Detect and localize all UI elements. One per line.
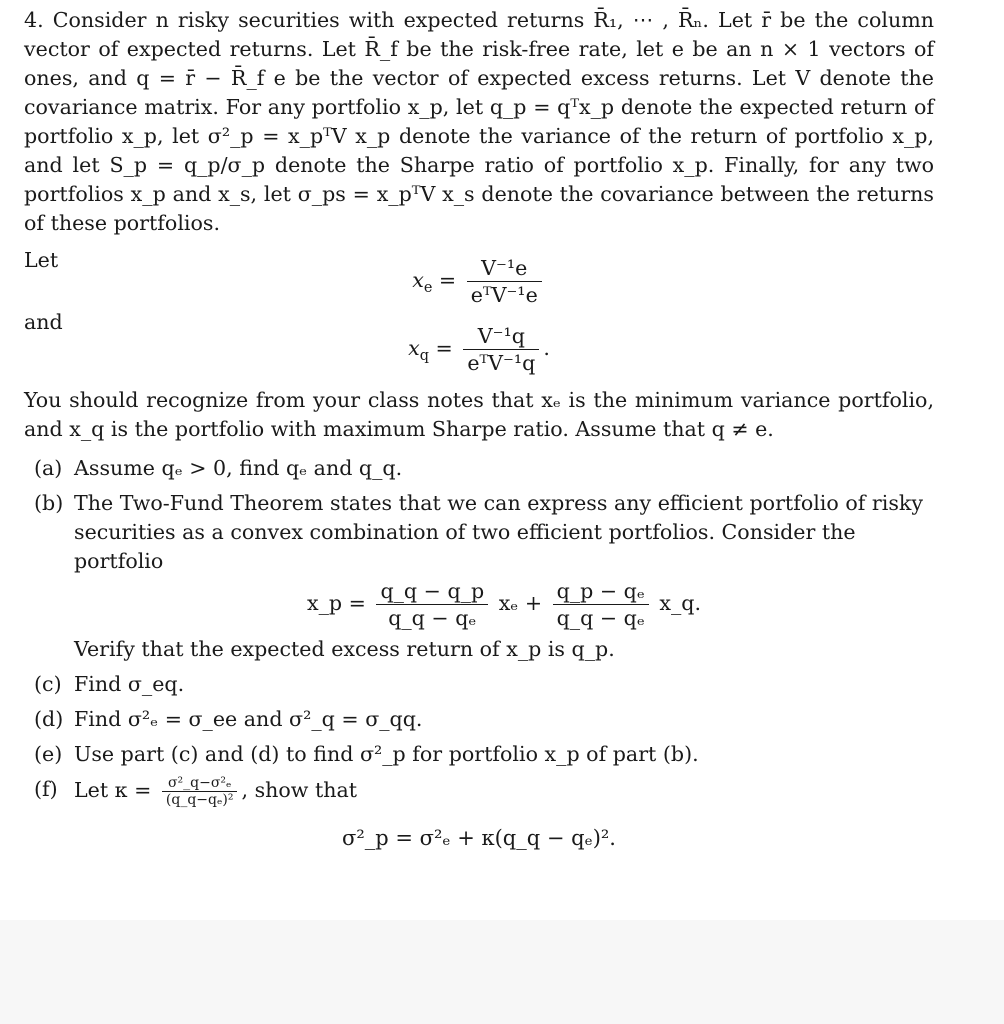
part-b-frac2-num: q_p − qₑ [556, 579, 645, 603]
part-tag: (a) [34, 456, 63, 480]
eq-xq-denominator: eᵀV⁻¹q [463, 349, 539, 376]
recognize-line: You should recognize from your class notes that xₑ is the minimum variance portfolio, [24, 388, 934, 412]
part-d [24, 705, 934, 734]
part-text: Find σ²ₑ = σ_ee and σ²_q = σ_qq. [74, 707, 423, 731]
kappa-denominator: (q_q−qₑ)² [162, 791, 238, 808]
part-b-equation [74, 578, 934, 631]
part-tag: (e) [34, 742, 63, 766]
intro-line: S_p = q_p/σ_p denote the Sharpe ratio of portfolio x_p. Finally, for any two portfolios x_p [24, 153, 935, 206]
eq-xq-numerator: V⁻¹q [477, 324, 525, 348]
part-b-frac1-num: q_q − q_p [380, 579, 485, 603]
part-a [24, 454, 934, 483]
recognize-paragraph [24, 386, 934, 444]
intro-line: Consider n risky securities with expected returns R̄₁, ⋯ , R̄ₙ. Let r̄ be the column [52, 8, 934, 32]
intro-line: and x_s, let σ_ps = x_pᵀV x_s denote the covariance between the returns of these portfolios. [24, 182, 934, 235]
intro-line: ones, and q = r̄ − R̄_f e be the vector of expected excess returns. Let V denote the [24, 66, 934, 90]
part-text: The Two-Fund Theorem states that we can express any efficient portfolio of risky securities as a convex combination of two efficient portfolios. Consider the portfolio [74, 491, 924, 573]
problem-number: 4. [24, 8, 44, 32]
part-c [24, 670, 934, 699]
intro-paragraph [24, 6, 934, 238]
part-b-lhs: x_p = [307, 591, 366, 615]
part-tag: (b) [34, 491, 64, 515]
part-b-frac2 [553, 578, 649, 631]
kappa-fraction [162, 775, 238, 808]
part-text: Find σ_eq. [74, 672, 185, 696]
part-text: Assume qₑ > 0, find qₑ and q_q. [74, 456, 403, 480]
let-label: Let [24, 248, 59, 272]
eq-xq-lhs: x [408, 336, 420, 360]
intro-line: portfolio x_p, let σ²_p = x_pᵀV x_p denote the variance of the return of portfolio x_p, and let [24, 124, 934, 177]
part-b-mid: xₑ + [498, 591, 543, 615]
and-label: and [24, 310, 63, 334]
part-b-frac2-den: q_q − qₑ [553, 604, 649, 631]
part-b-verify: Verify that the expected excess return of x_p is q_p. [74, 637, 615, 661]
eq-xq-fraction [463, 323, 539, 376]
eq-xe-numerator: V⁻¹e [481, 256, 528, 280]
equation-xe: $x_e$ = $\frac{\text{V⁻¹e}}{\text{eᵀV⁻¹e}}$ [24, 255, 934, 308]
parts-list [24, 454, 934, 808]
part-tag: (d) [34, 707, 64, 731]
intro-line: covariance matrix. For any portfolio x_p, let q_p = qᵀx_p denote the expected return of [24, 95, 934, 119]
eq-xq-lhs-sub: q [419, 348, 429, 365]
part-b-frac1 [376, 578, 488, 631]
part-tag: (f) [34, 777, 58, 801]
intro-line: vector of expected returns. Let R̄_f be the risk-free rate, let e be an n × 1 vectors of [24, 37, 934, 61]
eq-xe-lhs: x [412, 268, 424, 292]
recognize-line: and x_q is the portfolio with maximum Sharpe ratio. Assume that q ≠ e. [24, 417, 774, 441]
part-b [24, 489, 934, 664]
part-b-end: x_q. [659, 591, 701, 615]
part-text-after: , show that [241, 778, 358, 802]
part-b-frac1-den: q_q − qₑ [376, 604, 488, 631]
eq-xe-fraction [467, 255, 542, 308]
problem-4 [24, 6, 934, 853]
lower-background-band [0, 920, 1004, 1024]
part-text: Let κ = [74, 778, 152, 802]
part-f [24, 775, 934, 808]
eq-xe-denominator: eᵀV⁻¹e [467, 281, 542, 308]
part-e [24, 740, 934, 769]
eq-xe-lhs-sub: e [423, 280, 433, 297]
final-equation: σ²_p = σ²ₑ + κ(q_q − qₑ)². [342, 826, 616, 850]
kappa-numerator: σ²_q−σ²ₑ [167, 775, 232, 791]
part-text: Use part (c) and (d) to find σ²_p for portfolio x_p of part (b). [74, 742, 699, 766]
equation-xq: $x_q$ = $\frac{\text{V⁻¹q}}{\text{eᵀV⁻¹q}}$ . [408, 324, 550, 375]
part-tag: (c) [34, 672, 62, 696]
